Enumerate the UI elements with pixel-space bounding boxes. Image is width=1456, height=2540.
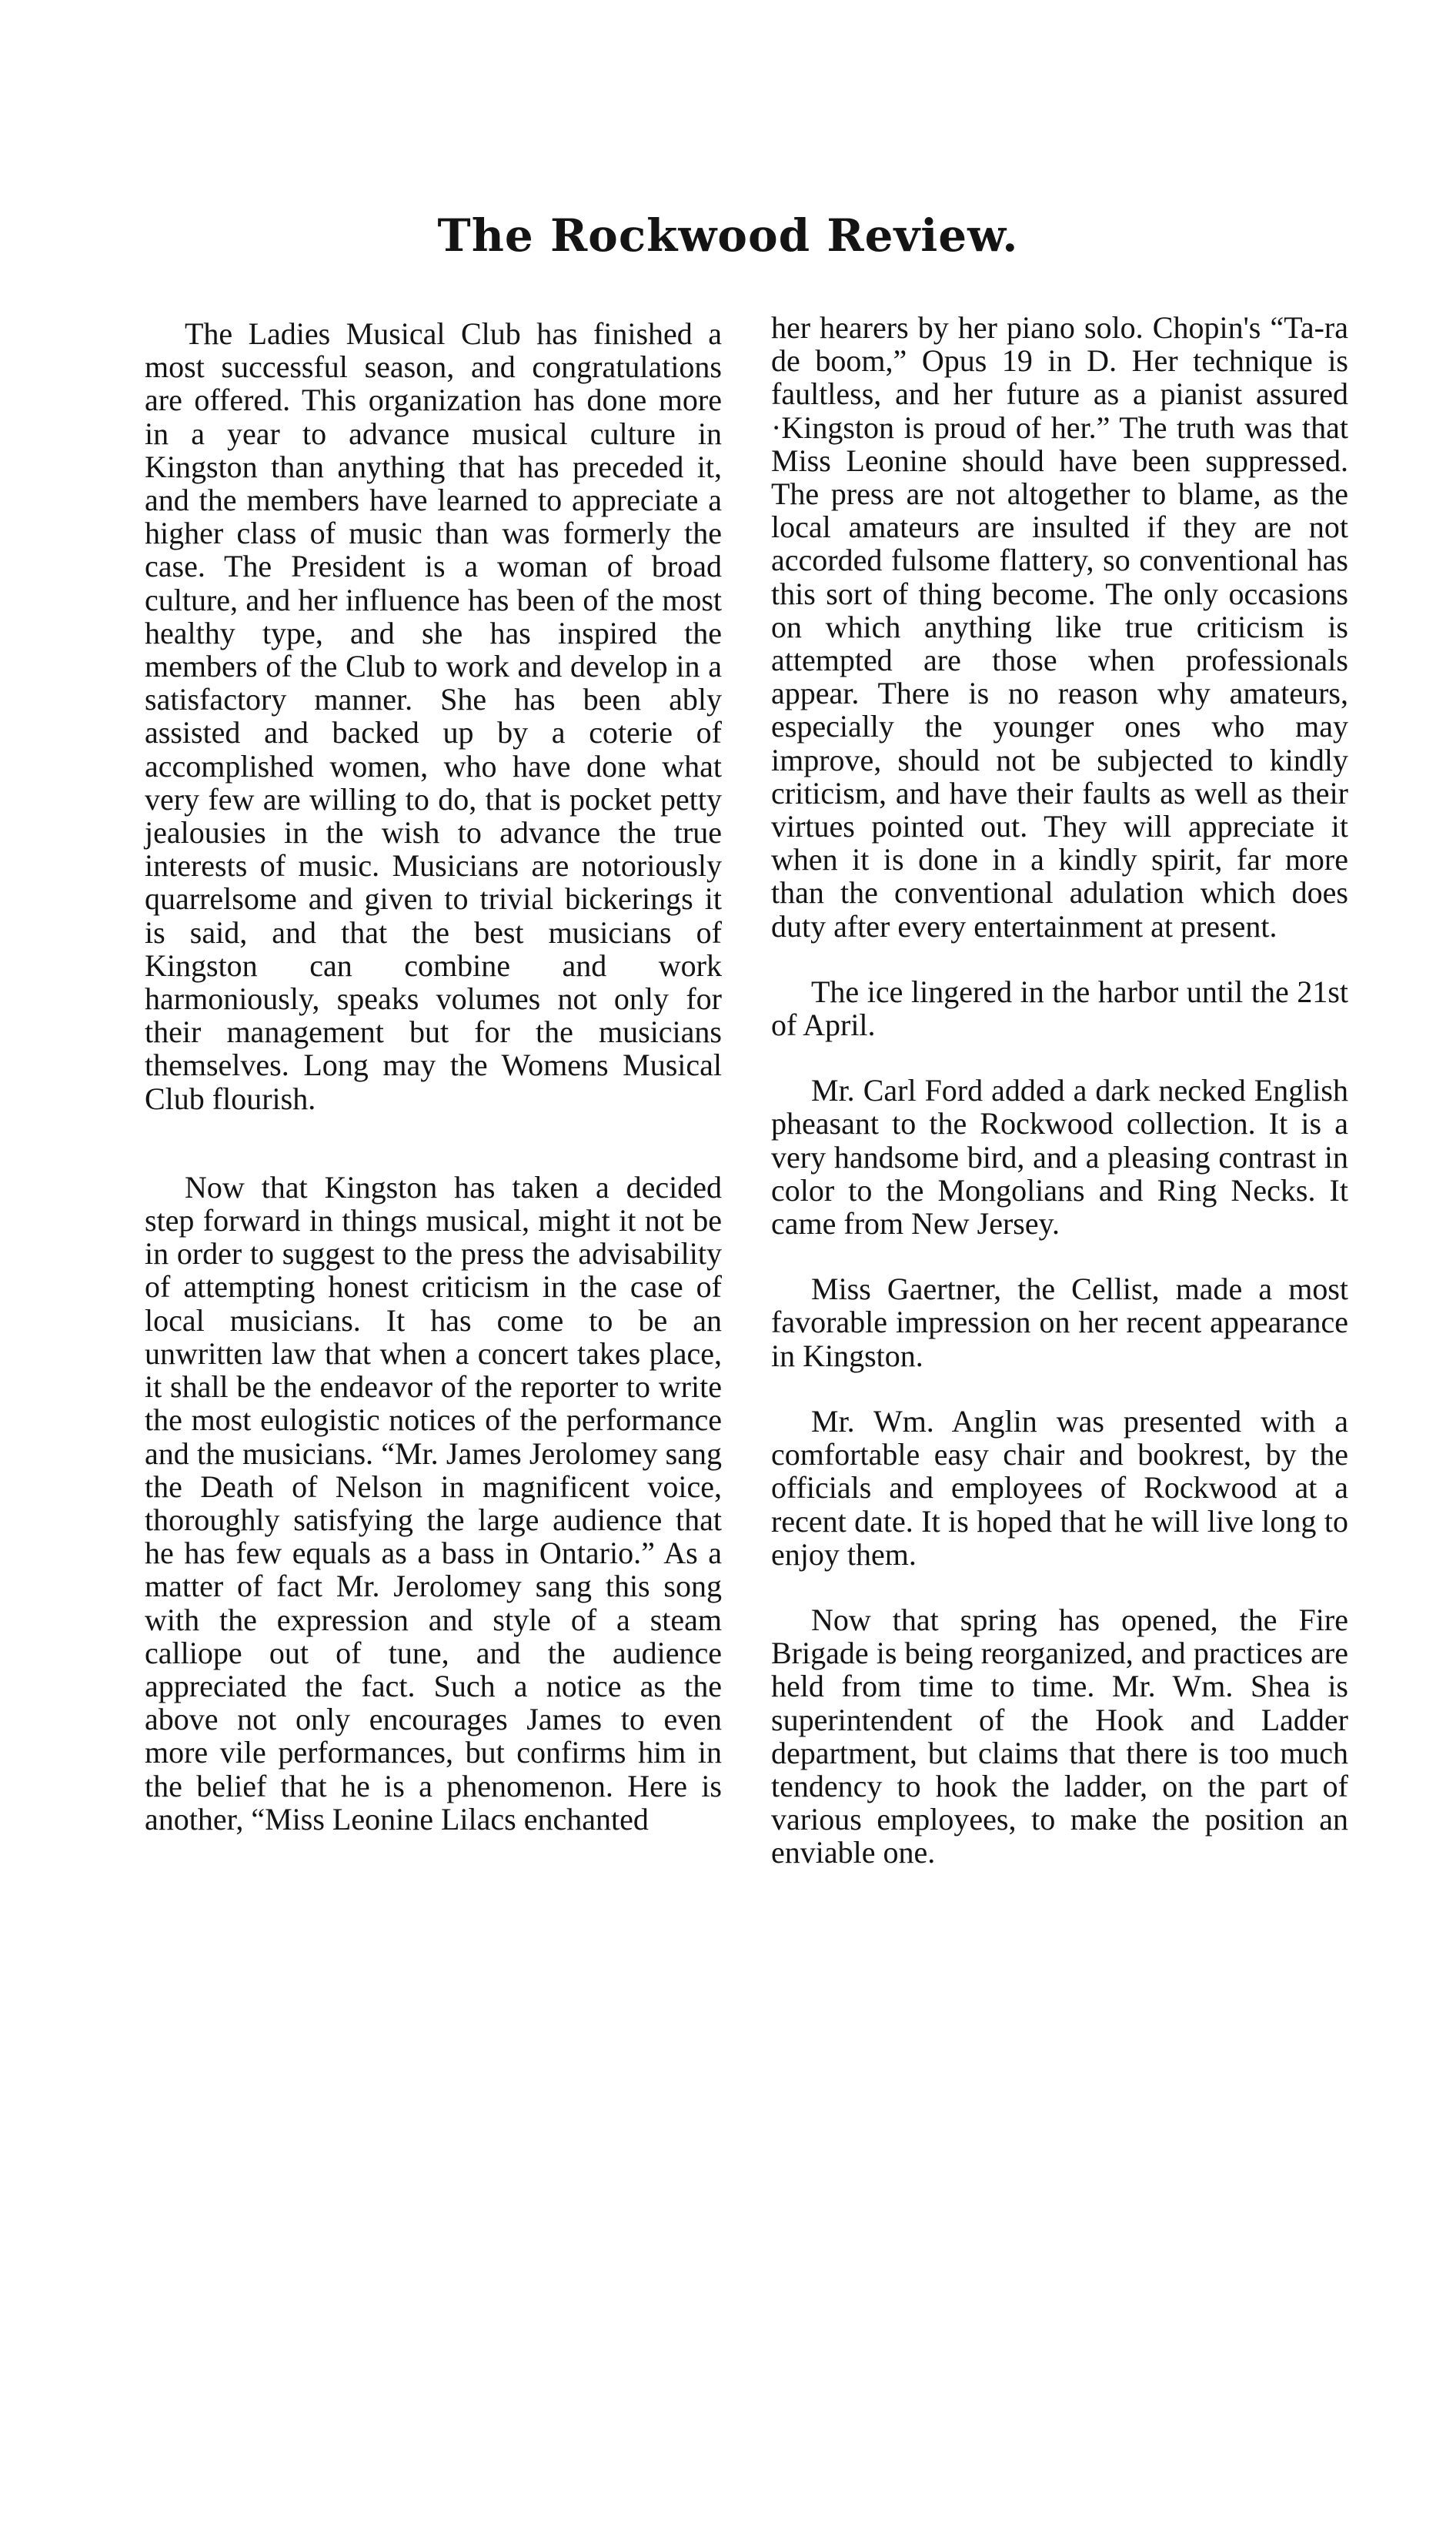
left-column <box>145 317 722 1836</box>
masthead-title: The Rockwood Review. <box>437 209 1019 262</box>
article-anglin-chair: Mr. Wm. Anglin was presented with a comfortable easy chair and bookrest, by the officials and employees of Rockwood at a recent date. It is hoped that he will live long to enjoy them. <box>771 1403 1348 1572</box>
article-harbor-ice: The ice lingered in the harbor until the 21st of April. <box>771 974 1348 1043</box>
article-pheasant: Mr. Carl Ford added a dark necked English pheasant to the Rockwood collection. It is a very handsome bird, and a pleasing contrast in color to the Mongolians and Ring Necks. It came from New Jersey. <box>771 1073 1348 1242</box>
article-honest-criticism: Now that Kingston has taken a decided step forward in things musical, might it not be in order to suggest to the press the advisability of attempting honest criticism in the case of local musicians. It has come to be an unwritten law that when a concert takes place, it shall be the endeavor of the reporter to write the most eulogistic notices of the performance and the musicians. “Mr. James Jerolomey sang the Death of Nelson in magnificent voice, thoroughly satisfying the large audience that he has few equals as a bass in Ontario.” As a matter of fact Mr. Jerolomey sang this song with the expression and style of a steam calliope out of tune, and the audience appreciated the fact. Such a notice as the above not only encourages James to even more vile performances, but confirms him in the belief that he is a phenomenon. Here is another, “Miss Leonine Lilacs enchanted <box>145 1169 722 1836</box>
article-cellist: Miss Gaertner, the Cellist, made a most favorable impression on her recent appearance in Kingston. <box>771 1272 1348 1373</box>
right-column <box>771 311 1348 1870</box>
article-ladies-musical-club: The Ladies Musical Club has finished a most successful season, and congratulations are offered. This organization has done more in a year to advance musical culture in Kingston than anything that has preceded it, and the members have learned to appreciate a higher class of music than was formerly the case. The President is a woman of broad culture, and her influence has been of the most healthy type, and she has inspired the members of the Club to work and develop in a satisfactory manner. She has been ably assisted and backed up by a coterie of accomplished women, who have done what very few are willing to do, that is pocket petty jealousies in the wish to advance the true interests of music. Musicians are notoriously quarrelsome and given to trivial bickerings it is said, and that the best musicians of Kingston can combine and work harmoniously, speaks volumes not only for their management but for the musicians themselves. Long may the Womens Musical Club flourish. <box>145 316 722 1116</box>
article-honest-criticism-continued: her hearers by her piano solo. Chopin's “Ta-ra de boom,” Opus 19 in D. Her technique is faultless, and her future as a pianist assured ·Kingston is proud of her.” The truth was that Miss Leonine should have been suppressed. The press are not altogether to blame, as the local amateurs are insulted if they are not accorded fulsome flattery, so conventional has this sort of thing become. The only occasions on which anything like true criticism is attempted are those when professionals appear. There is no reason why amateurs, especially the younger ones who may improve, should not be subjected to kindly criticism, and have their faults as well as their virtues pointed out. They will appreciate it when it is done in a kindly spirit, far more than the conventional adulation which does duty after every entertainment at present. <box>771 310 1348 944</box>
article-fire-brigade: Now that spring has opened, the Fire Brigade is being reorganized, and practices are held from time to time. Mr. Wm. Shea is superintendent of the Hook and Ladder department, but claims that there is too much tendency to hook the ladder, on the part of various employees, to make the position an enviable one. <box>771 1602 1348 1870</box>
